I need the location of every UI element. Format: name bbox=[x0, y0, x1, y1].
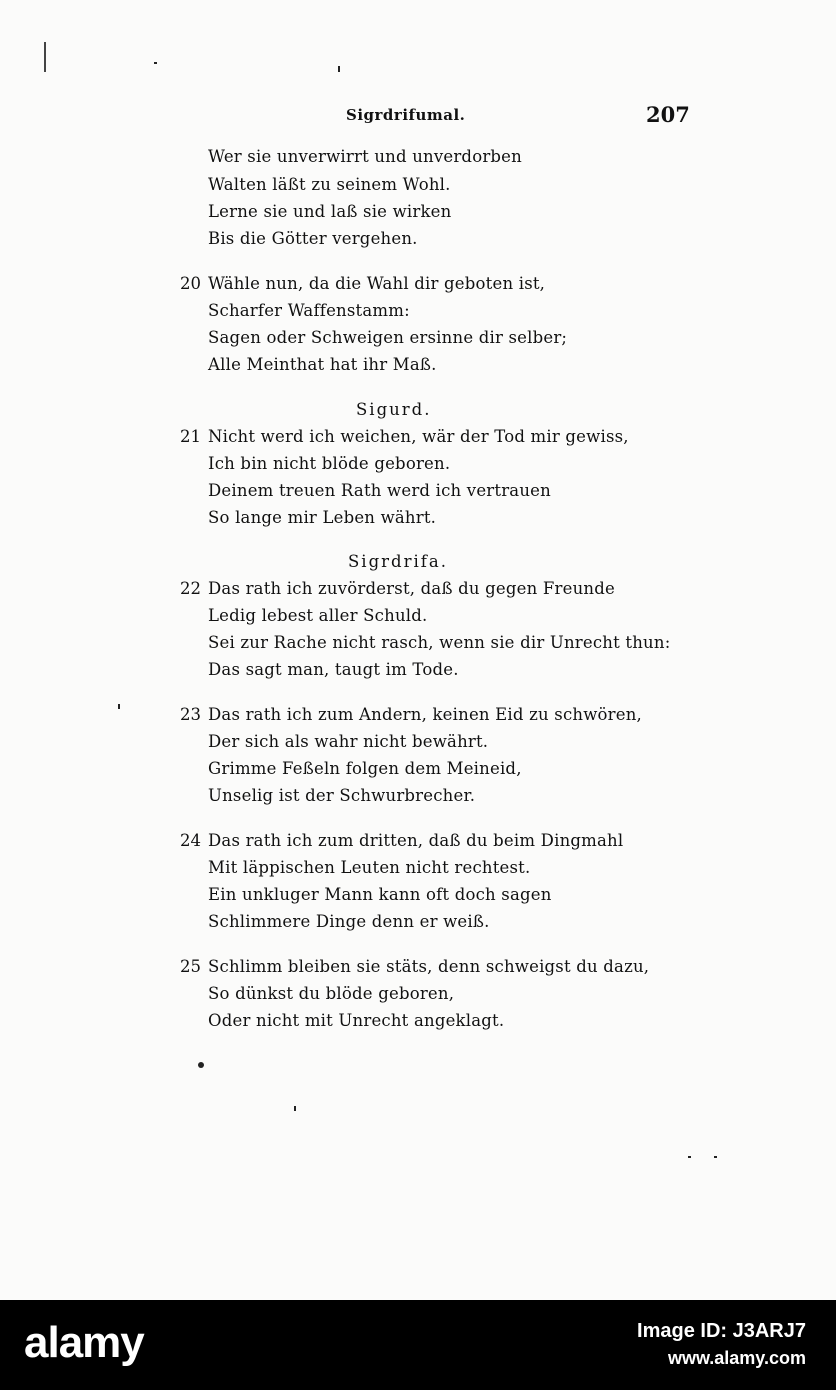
watermark-banner bbox=[0, 1300, 836, 1390]
verse-line: Der sich als wahr nicht bewährt. bbox=[208, 732, 489, 751]
verse-line: Ledig lebest aller Schuld. bbox=[208, 606, 428, 625]
verse-line: Oder nicht mit Unrecht angeklagt. bbox=[208, 1011, 505, 1030]
verse-line: Ein unkluger Mann kann oft doch sagen bbox=[208, 885, 552, 904]
speaker-heading: Sigurd. bbox=[356, 400, 432, 419]
stanza-number: 21 bbox=[180, 427, 201, 446]
verse-line: Das rath ich zum dritten, daß du beim Dingmahl bbox=[208, 831, 624, 850]
speaker-heading: Sigrdrifa. bbox=[348, 552, 448, 571]
verse-line: Scharfer Waffenstamm: bbox=[208, 301, 410, 320]
verse-line: Alle Meinthat hat ihr Maß. bbox=[208, 355, 437, 374]
verse-line: Ich bin nicht blöde geboren. bbox=[208, 454, 451, 473]
watermark-logo: alamy bbox=[24, 1318, 144, 1367]
ink-speck bbox=[118, 704, 120, 709]
stanza-number: 24 bbox=[180, 831, 201, 850]
verse-line: Das sagt man, taugt im Tode. bbox=[208, 660, 459, 679]
verse-line: Bis die Götter vergehen. bbox=[208, 229, 418, 248]
verse-line: Grimme Feßeln folgen dem Meineid, bbox=[208, 759, 522, 778]
verse-line: Walten läßt zu seinem Wohl. bbox=[208, 175, 451, 194]
ink-speck bbox=[714, 1156, 717, 1158]
page-number: 207 bbox=[646, 102, 690, 127]
ink-speck bbox=[294, 1106, 296, 1111]
running-header: Sigrdrifumal. bbox=[346, 106, 466, 124]
verse-line: Mit läppischen Leuten nicht rechtest. bbox=[208, 858, 531, 877]
margin-mark bbox=[44, 42, 46, 72]
ink-speck bbox=[198, 1062, 204, 1068]
verse-line: So lange mir Leben währt. bbox=[208, 508, 437, 527]
verse-line: Wähle nun, da die Wahl dir geboten ist, bbox=[208, 274, 546, 293]
ink-speck bbox=[688, 1156, 691, 1158]
image-id-label: Image ID: J3ARJ7 bbox=[637, 1320, 806, 1342]
ink-speck bbox=[338, 66, 340, 72]
verse-line: Das rath ich zuvörderst, daß du gegen Freunde bbox=[208, 579, 615, 598]
verse-line: Unselig ist der Schwurbrecher. bbox=[208, 786, 476, 805]
verse-line: Sei zur Rache nicht rasch, wenn sie dir Unrecht thun: bbox=[208, 633, 671, 652]
verse-line: Lerne sie und laß sie wirken bbox=[208, 202, 452, 221]
verse-line: Schlimm bleiben sie stäts, denn schweigst du dazu, bbox=[208, 957, 650, 976]
stanza-number: 20 bbox=[180, 274, 201, 293]
verse-line: So dünkst du blöde geboren, bbox=[208, 984, 455, 1003]
stanza-number: 22 bbox=[180, 579, 201, 598]
stanza-number: 23 bbox=[180, 705, 201, 724]
verse-line: Das rath ich zum Andern, keinen Eid zu schwören, bbox=[208, 705, 642, 724]
verse-line: Sagen oder Schweigen ersinne dir selber; bbox=[208, 328, 568, 347]
verse-line: Wer sie unverwirrt und unverdorben bbox=[208, 147, 522, 166]
site-url: www.alamy.com bbox=[667, 1348, 806, 1368]
verse-line: Nicht werd ich weichen, wär der Tod mir gewiss, bbox=[208, 427, 629, 446]
verse-line: Schlimmere Dinge denn er weiß. bbox=[208, 912, 490, 931]
verse-line: Deinem treuen Rath werd ich vertrauen bbox=[208, 481, 551, 500]
ink-speck bbox=[154, 62, 157, 64]
stanza-number: 25 bbox=[180, 957, 201, 976]
